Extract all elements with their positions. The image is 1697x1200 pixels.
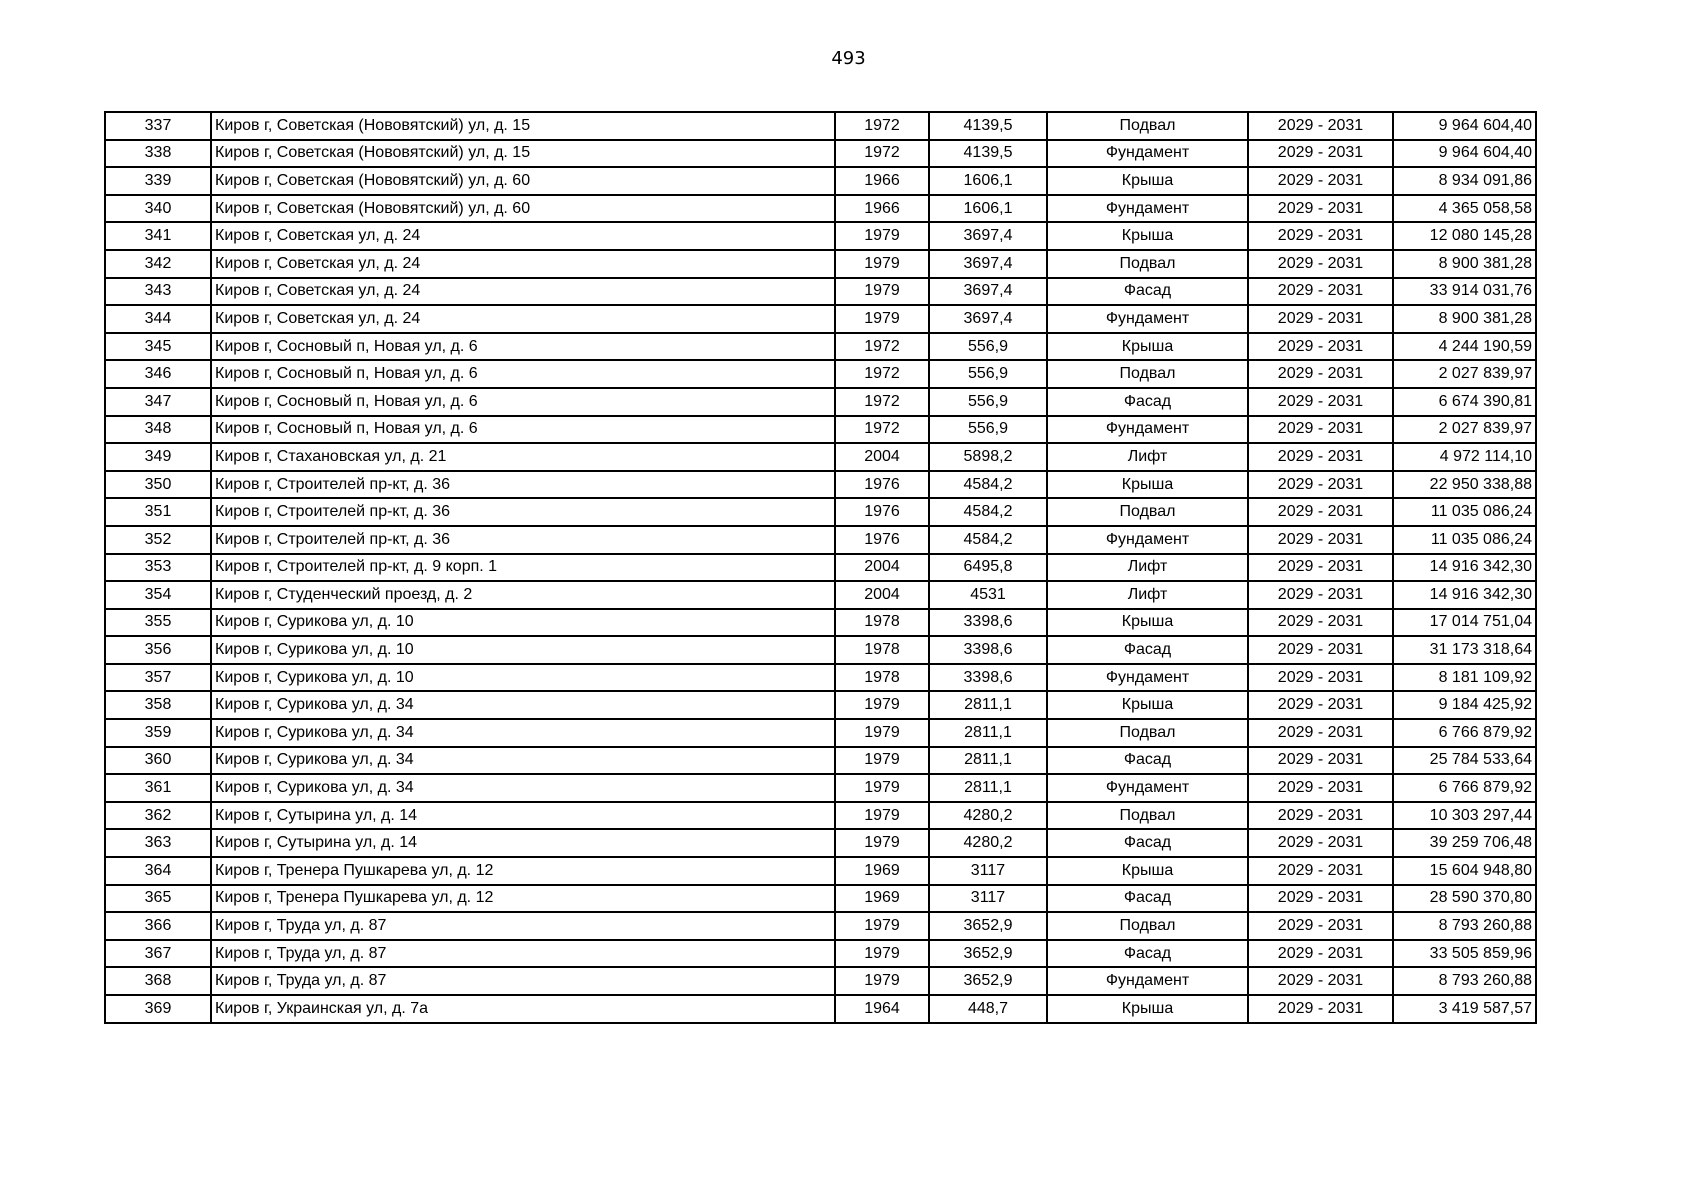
table-row: [105, 857, 1536, 885]
row-number-cell: 367: [105, 940, 211, 968]
period-cell: 2029 - 2031: [1248, 167, 1393, 195]
address-cell: Киров г, Сосновый п, Новая ул, д. 6: [211, 416, 835, 444]
work-type-cell: Фундамент: [1047, 416, 1248, 444]
row-number-cell: 364: [105, 857, 211, 885]
table-row: [105, 609, 1536, 637]
period-cell: 2029 - 2031: [1248, 250, 1393, 278]
row-number-cell: 355: [105, 609, 211, 637]
table-row: [105, 222, 1536, 250]
row-number-cell: 341: [105, 222, 211, 250]
period-cell: 2029 - 2031: [1248, 360, 1393, 388]
address-cell: Киров г, Сурикова ул, д. 10: [211, 636, 835, 664]
cost-cell: 6 766 879,92: [1393, 719, 1536, 747]
row-number-cell: 338: [105, 140, 211, 168]
work-type-cell: Крыша: [1047, 167, 1248, 195]
row-number-cell: 351: [105, 498, 211, 526]
work-type-cell: Фасад: [1047, 747, 1248, 775]
work-type-cell: Крыша: [1047, 857, 1248, 885]
area-cell: 3697,4: [929, 278, 1047, 306]
row-number-cell: 337: [105, 112, 211, 140]
build-year-cell: 1979: [835, 719, 929, 747]
address-cell: Киров г, Советская (Нововятский) ул, д. 15: [211, 140, 835, 168]
table-row: [105, 140, 1536, 168]
work-type-cell: Подвал: [1047, 112, 1248, 140]
row-number-cell: 359: [105, 719, 211, 747]
period-cell: 2029 - 2031: [1248, 967, 1393, 995]
area-cell: 2811,1: [929, 691, 1047, 719]
build-year-cell: 1979: [835, 802, 929, 830]
period-cell: 2029 - 2031: [1248, 691, 1393, 719]
address-cell: Киров г, Студенческий проезд, д. 2: [211, 581, 835, 609]
table-row: [105, 333, 1536, 361]
work-type-cell: Фасад: [1047, 636, 1248, 664]
build-year-cell: 2004: [835, 581, 929, 609]
work-type-cell: Фасад: [1047, 278, 1248, 306]
table-row: [105, 250, 1536, 278]
period-cell: 2029 - 2031: [1248, 498, 1393, 526]
row-number-cell: 350: [105, 471, 211, 499]
table-row: [105, 167, 1536, 195]
row-number-cell: 346: [105, 360, 211, 388]
work-type-cell: Лифт: [1047, 443, 1248, 471]
address-cell: Киров г, Строителей пр-кт, д. 9 корп. 1: [211, 554, 835, 582]
area-cell: 3652,9: [929, 940, 1047, 968]
cost-cell: 2 027 839,97: [1393, 360, 1536, 388]
table-row: [105, 774, 1536, 802]
build-year-cell: 1979: [835, 747, 929, 775]
cost-cell: 2 027 839,97: [1393, 416, 1536, 444]
row-number-cell: 369: [105, 995, 211, 1023]
build-year-cell: 1969: [835, 857, 929, 885]
address-cell: Киров г, Советская (Нововятский) ул, д. 60: [211, 195, 835, 223]
address-cell: Киров г, Сурикова ул, д. 34: [211, 774, 835, 802]
build-year-cell: 1972: [835, 360, 929, 388]
area-cell: 556,9: [929, 333, 1047, 361]
address-cell: Киров г, Сосновый п, Новая ул, д. 6: [211, 360, 835, 388]
address-cell: Киров г, Советская (Нововятский) ул, д. 15: [211, 112, 835, 140]
cost-cell: 39 259 706,48: [1393, 829, 1536, 857]
cost-cell: 12 080 145,28: [1393, 222, 1536, 250]
cost-cell: 28 590 370,80: [1393, 885, 1536, 913]
cost-cell: 4 365 058,58: [1393, 195, 1536, 223]
work-type-cell: Подвал: [1047, 498, 1248, 526]
address-cell: Киров г, Строителей пр-кт, д. 36: [211, 498, 835, 526]
address-cell: Киров г, Сурикова ул, д. 10: [211, 609, 835, 637]
work-type-cell: Крыша: [1047, 333, 1248, 361]
build-year-cell: 1978: [835, 664, 929, 692]
area-cell: 2811,1: [929, 747, 1047, 775]
page-number: 493: [831, 48, 866, 69]
build-year-cell: 1976: [835, 498, 929, 526]
row-number-cell: 339: [105, 167, 211, 195]
build-year-cell: 1979: [835, 691, 929, 719]
address-cell: Киров г, Сурикова ул, д. 34: [211, 691, 835, 719]
row-number-cell: 360: [105, 747, 211, 775]
row-number-cell: 349: [105, 443, 211, 471]
period-cell: 2029 - 2031: [1248, 636, 1393, 664]
period-cell: 2029 - 2031: [1248, 443, 1393, 471]
build-year-cell: 1972: [835, 416, 929, 444]
table-row: [105, 912, 1536, 940]
table-body: [105, 112, 1536, 1023]
area-cell: 3652,9: [929, 967, 1047, 995]
work-type-cell: Крыша: [1047, 609, 1248, 637]
build-year-cell: 1966: [835, 195, 929, 223]
build-year-cell: 1979: [835, 940, 929, 968]
area-cell: 4531: [929, 581, 1047, 609]
table-row: [105, 278, 1536, 306]
area-cell: 556,9: [929, 360, 1047, 388]
period-cell: 2029 - 2031: [1248, 829, 1393, 857]
address-cell: Киров г, Советская ул, д. 24: [211, 250, 835, 278]
address-cell: Киров г, Советская ул, д. 24: [211, 278, 835, 306]
table-row: [105, 554, 1536, 582]
work-type-cell: Фундамент: [1047, 195, 1248, 223]
period-cell: 2029 - 2031: [1248, 140, 1393, 168]
cost-cell: 4 972 114,10: [1393, 443, 1536, 471]
work-type-cell: Крыша: [1047, 471, 1248, 499]
period-cell: 2029 - 2031: [1248, 526, 1393, 554]
build-year-cell: 1976: [835, 526, 929, 554]
area-cell: 3398,6: [929, 609, 1047, 637]
area-cell: 3652,9: [929, 912, 1047, 940]
period-cell: 2029 - 2031: [1248, 333, 1393, 361]
address-cell: Киров г, Сурикова ул, д. 34: [211, 747, 835, 775]
table-row: [105, 526, 1536, 554]
build-year-cell: 2004: [835, 554, 929, 582]
table-row: [105, 443, 1536, 471]
area-cell: 2811,1: [929, 719, 1047, 747]
cost-cell: 11 035 086,24: [1393, 526, 1536, 554]
table-row: [105, 112, 1536, 140]
period-cell: 2029 - 2031: [1248, 664, 1393, 692]
area-cell: 448,7: [929, 995, 1047, 1023]
table-row: [105, 305, 1536, 333]
table-row: [105, 581, 1536, 609]
build-year-cell: 1979: [835, 967, 929, 995]
area-cell: 6495,8: [929, 554, 1047, 582]
cost-cell: 22 950 338,88: [1393, 471, 1536, 499]
row-number-cell: 368: [105, 967, 211, 995]
build-year-cell: 1979: [835, 774, 929, 802]
work-type-cell: Фасад: [1047, 940, 1248, 968]
table-row: [105, 747, 1536, 775]
period-cell: 2029 - 2031: [1248, 940, 1393, 968]
cost-cell: 33 505 859,96: [1393, 940, 1536, 968]
work-type-cell: Фундамент: [1047, 305, 1248, 333]
work-type-cell: Фасад: [1047, 885, 1248, 913]
address-cell: Киров г, Труда ул, д. 87: [211, 967, 835, 995]
cost-cell: 31 173 318,64: [1393, 636, 1536, 664]
build-year-cell: 1964: [835, 995, 929, 1023]
table-row: [105, 416, 1536, 444]
area-cell: 3697,4: [929, 222, 1047, 250]
cost-cell: 9 964 604,40: [1393, 112, 1536, 140]
area-cell: 1606,1: [929, 195, 1047, 223]
row-number-cell: 365: [105, 885, 211, 913]
cost-cell: 33 914 031,76: [1393, 278, 1536, 306]
period-cell: 2029 - 2031: [1248, 747, 1393, 775]
period-cell: 2029 - 2031: [1248, 416, 1393, 444]
table-row: [105, 691, 1536, 719]
address-cell: Киров г, Советская ул, д. 24: [211, 222, 835, 250]
row-number-cell: 347: [105, 388, 211, 416]
area-cell: 4139,5: [929, 112, 1047, 140]
period-cell: 2029 - 2031: [1248, 388, 1393, 416]
cost-cell: 8 900 381,28: [1393, 250, 1536, 278]
period-cell: 2029 - 2031: [1248, 885, 1393, 913]
period-cell: 2029 - 2031: [1248, 112, 1393, 140]
area-cell: 3398,6: [929, 664, 1047, 692]
row-number-cell: 345: [105, 333, 211, 361]
cost-cell: 17 014 751,04: [1393, 609, 1536, 637]
table-row: [105, 802, 1536, 830]
area-cell: 556,9: [929, 416, 1047, 444]
row-number-cell: 363: [105, 829, 211, 857]
build-year-cell: 1979: [835, 250, 929, 278]
cost-cell: 11 035 086,24: [1393, 498, 1536, 526]
build-year-cell: 1972: [835, 112, 929, 140]
area-cell: 4280,2: [929, 829, 1047, 857]
period-cell: 2029 - 2031: [1248, 857, 1393, 885]
row-number-cell: 343: [105, 278, 211, 306]
build-year-cell: 2004: [835, 443, 929, 471]
work-type-cell: Крыша: [1047, 222, 1248, 250]
area-cell: 4139,5: [929, 140, 1047, 168]
row-number-cell: 353: [105, 554, 211, 582]
cost-cell: 6 674 390,81: [1393, 388, 1536, 416]
build-year-cell: 1976: [835, 471, 929, 499]
address-cell: Киров г, Труда ул, д. 87: [211, 940, 835, 968]
build-year-cell: 1979: [835, 222, 929, 250]
work-type-cell: Лифт: [1047, 554, 1248, 582]
row-number-cell: 366: [105, 912, 211, 940]
period-cell: 2029 - 2031: [1248, 581, 1393, 609]
work-type-cell: Фундамент: [1047, 774, 1248, 802]
row-number-cell: 344: [105, 305, 211, 333]
table-row: [105, 498, 1536, 526]
build-year-cell: 1972: [835, 388, 929, 416]
build-year-cell: 1979: [835, 278, 929, 306]
build-year-cell: 1979: [835, 829, 929, 857]
cost-cell: 8 934 091,86: [1393, 167, 1536, 195]
area-cell: 556,9: [929, 388, 1047, 416]
work-type-cell: Подвал: [1047, 802, 1248, 830]
row-number-cell: 356: [105, 636, 211, 664]
address-cell: Киров г, Стахановская ул, д. 21: [211, 443, 835, 471]
work-type-cell: Фасад: [1047, 829, 1248, 857]
table-row: [105, 995, 1536, 1023]
address-cell: Киров г, Сутырина ул, д. 14: [211, 802, 835, 830]
table-row: [105, 885, 1536, 913]
period-cell: 2029 - 2031: [1248, 719, 1393, 747]
row-number-cell: 348: [105, 416, 211, 444]
build-year-cell: 1978: [835, 609, 929, 637]
work-type-cell: Фундамент: [1047, 140, 1248, 168]
area-cell: 3117: [929, 857, 1047, 885]
cost-cell: 4 244 190,59: [1393, 333, 1536, 361]
work-type-cell: Крыша: [1047, 995, 1248, 1023]
table-row: [105, 967, 1536, 995]
period-cell: 2029 - 2031: [1248, 912, 1393, 940]
cost-cell: 14 916 342,30: [1393, 554, 1536, 582]
area-cell: 2811,1: [929, 774, 1047, 802]
address-cell: Киров г, Советская ул, д. 24: [211, 305, 835, 333]
cost-cell: 3 419 587,57: [1393, 995, 1536, 1023]
address-cell: Киров г, Украинская ул, д. 7а: [211, 995, 835, 1023]
address-cell: Киров г, Тренера Пушкарева ул, д. 12: [211, 885, 835, 913]
area-cell: 3697,4: [929, 250, 1047, 278]
period-cell: 2029 - 2031: [1248, 305, 1393, 333]
cost-cell: 25 784 533,64: [1393, 747, 1536, 775]
table-row: [105, 471, 1536, 499]
period-cell: 2029 - 2031: [1248, 471, 1393, 499]
work-type-cell: Подвал: [1047, 719, 1248, 747]
area-cell: 4584,2: [929, 498, 1047, 526]
row-number-cell: 361: [105, 774, 211, 802]
table-row: [105, 664, 1536, 692]
area-cell: 3117: [929, 885, 1047, 913]
table-row: [105, 388, 1536, 416]
work-type-cell: Подвал: [1047, 912, 1248, 940]
build-year-cell: 1979: [835, 912, 929, 940]
period-cell: 2029 - 2031: [1248, 554, 1393, 582]
build-year-cell: 1978: [835, 636, 929, 664]
row-number-cell: 362: [105, 802, 211, 830]
address-cell: Киров г, Строителей пр-кт, д. 36: [211, 471, 835, 499]
row-number-cell: 340: [105, 195, 211, 223]
cost-cell: 8 793 260,88: [1393, 912, 1536, 940]
work-type-cell: Крыша: [1047, 691, 1248, 719]
work-type-cell: Подвал: [1047, 250, 1248, 278]
build-year-cell: 1979: [835, 305, 929, 333]
row-number-cell: 342: [105, 250, 211, 278]
work-type-cell: Фундамент: [1047, 967, 1248, 995]
repair-schedule-table: [104, 111, 1537, 1024]
build-year-cell: 1972: [835, 333, 929, 361]
area-cell: 4584,2: [929, 526, 1047, 554]
cost-cell: 9 964 604,40: [1393, 140, 1536, 168]
area-cell: 3697,4: [929, 305, 1047, 333]
build-year-cell: 1966: [835, 167, 929, 195]
address-cell: Киров г, Сурикова ул, д. 10: [211, 664, 835, 692]
build-year-cell: 1969: [835, 885, 929, 913]
period-cell: 2029 - 2031: [1248, 222, 1393, 250]
address-cell: Киров г, Советская (Нововятский) ул, д. 60: [211, 167, 835, 195]
period-cell: 2029 - 2031: [1248, 995, 1393, 1023]
address-cell: Киров г, Сурикова ул, д. 34: [211, 719, 835, 747]
cost-cell: 8 181 109,92: [1393, 664, 1536, 692]
table-row: [105, 829, 1536, 857]
work-type-cell: Фасад: [1047, 388, 1248, 416]
work-type-cell: Подвал: [1047, 360, 1248, 388]
area-cell: 5898,2: [929, 443, 1047, 471]
period-cell: 2029 - 2031: [1248, 278, 1393, 306]
period-cell: 2029 - 2031: [1248, 609, 1393, 637]
table-row: [105, 940, 1536, 968]
cost-cell: 15 604 948,80: [1393, 857, 1536, 885]
address-cell: Киров г, Тренера Пушкарева ул, д. 12: [211, 857, 835, 885]
cost-cell: 8 793 260,88: [1393, 967, 1536, 995]
row-number-cell: 358: [105, 691, 211, 719]
address-cell: Киров г, Сосновый п, Новая ул, д. 6: [211, 388, 835, 416]
area-cell: 4280,2: [929, 802, 1047, 830]
table-row: [105, 195, 1536, 223]
address-cell: Киров г, Сутырина ул, д. 14: [211, 829, 835, 857]
row-number-cell: 352: [105, 526, 211, 554]
cost-cell: 14 916 342,30: [1393, 581, 1536, 609]
cost-cell: 8 900 381,28: [1393, 305, 1536, 333]
work-type-cell: Фундамент: [1047, 664, 1248, 692]
area-cell: 4584,2: [929, 471, 1047, 499]
address-cell: Киров г, Строителей пр-кт, д. 36: [211, 526, 835, 554]
table-row: [105, 636, 1536, 664]
cost-cell: 10 303 297,44: [1393, 802, 1536, 830]
period-cell: 2029 - 2031: [1248, 195, 1393, 223]
work-type-cell: Лифт: [1047, 581, 1248, 609]
table-row: [105, 360, 1536, 388]
work-type-cell: Фундамент: [1047, 526, 1248, 554]
period-cell: 2029 - 2031: [1248, 802, 1393, 830]
area-cell: 3398,6: [929, 636, 1047, 664]
row-number-cell: 357: [105, 664, 211, 692]
period-cell: 2029 - 2031: [1248, 774, 1393, 802]
cost-cell: 6 766 879,92: [1393, 774, 1536, 802]
address-cell: Киров г, Труда ул, д. 87: [211, 912, 835, 940]
row-number-cell: 354: [105, 581, 211, 609]
build-year-cell: 1972: [835, 140, 929, 168]
table-row: [105, 719, 1536, 747]
cost-cell: 9 184 425,92: [1393, 691, 1536, 719]
address-cell: Киров г, Сосновый п, Новая ул, д. 6: [211, 333, 835, 361]
area-cell: 1606,1: [929, 167, 1047, 195]
